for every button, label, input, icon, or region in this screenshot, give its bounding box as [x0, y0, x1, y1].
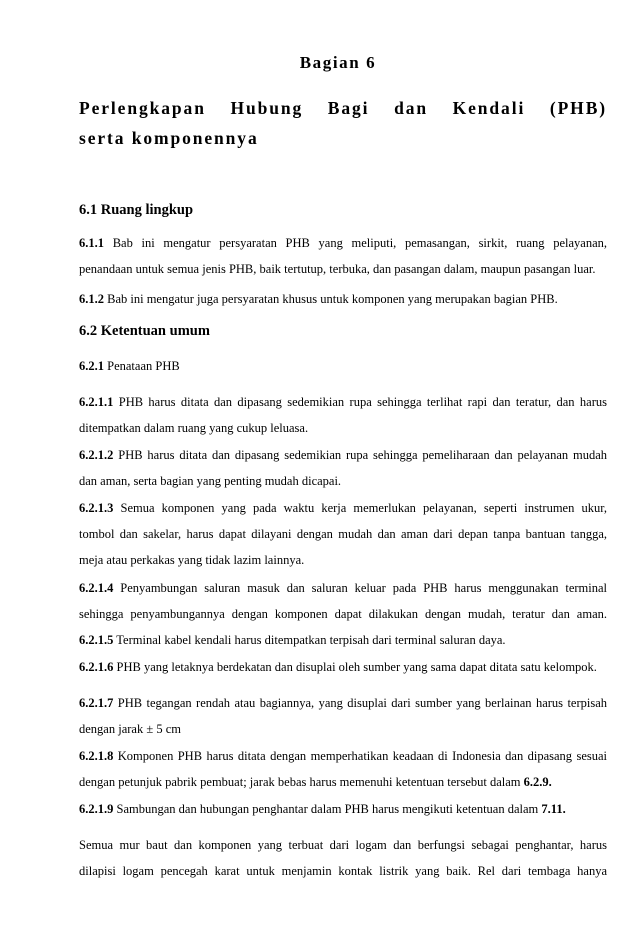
paragraph-text: penandaan untuk semua jenis PHB, baik tertutup, terbuka, dan pasangan dalam, maupun pasangan luar.: [79, 262, 596, 276]
clause-number: 6.2.1.4: [79, 581, 114, 595]
paragraph-text: meja atau perkakas yang tidak lazim lainnya.: [79, 553, 305, 567]
paragraph-text: tombol dan sakelar, harus dapat dilayani dengan mudah dan aman dari depan tanpa bantuan tangga,: [79, 527, 607, 541]
section-heading-6-2: 6.2 Ketentuan umum: [79, 323, 210, 339]
paragraph-text: dilapisi logam pencegah karat untuk menjamin kontak listrik yang baik. Rel dari tembaga hanya: [79, 864, 607, 878]
clause-number: 6.2.1.7: [79, 696, 114, 710]
clause-number: 6.2.1.6: [79, 660, 114, 674]
paragraph-text: Terminal kabel kendali harus ditempatkan terpisah dari terminal saluran daya.: [116, 633, 506, 647]
paragraph-6-2-1: [79, 353, 607, 379]
part-title: Bagian 6: [299, 53, 377, 72]
paragraph-text: Sambungan dan hubungan penghantar dalam PHB harus mengikuti ketentuan dalam: [116, 802, 539, 816]
paragraph-text: dengan petunjuk pabrik pembuat; jarak bebas harus memenuhi ketentuan tersebut dalam: [79, 775, 521, 789]
clause-number: 6.2.1: [79, 359, 104, 373]
paragraph-6-2-1-4: [79, 575, 607, 653]
paragraph-6-2-1-1: [79, 389, 607, 441]
chapter-title-line-2: serta komponennya: [79, 128, 259, 148]
chapter-title: [79, 93, 607, 153]
clause-number: 6.2.1.9: [79, 802, 114, 816]
paragraph-6-2-1-8: [79, 743, 607, 795]
paragraph-text: Bab ini mengatur juga persyaratan khusus untuk komponen yang merupakan bagian PHB.: [107, 292, 558, 306]
paragraph-6-1-2: [79, 286, 607, 312]
clause-number: 6.1.2: [79, 292, 104, 306]
section-heading-6-1: 6.1 Ruang lingkup: [79, 202, 194, 218]
paragraph-text: PHB harus ditata dan dipasang sedemikian rupa sehingga terlihat rapi dan teratur, dan harus: [118, 395, 607, 409]
paragraph-text: dan aman, serta bagian yang penting mudah dicapai.: [79, 474, 342, 488]
paragraph-text: PHB harus ditata dan dipasang sedemikian rupa sehingga pemeliharaan dan pelayanan mudah: [118, 448, 607, 462]
paragraph-6-2-1-2: [79, 442, 607, 494]
paragraph-6-2-1-6: [79, 654, 607, 680]
clause-number: 6.2.1.2: [79, 448, 114, 462]
paragraph-6-2-1-5: [79, 627, 607, 653]
paragraph-text: ditempatkan dalam ruang yang cukup leluasa.: [79, 421, 309, 435]
chapter-title-line-1: Perlengkapan Hubung Bagi dan Kendali (PHB): [79, 98, 607, 118]
clause-number: 6.2.1.3: [79, 501, 114, 515]
paragraph-6-1-1: [79, 230, 607, 282]
paragraph-text: Semua komponen yang pada waktu kerja memerlukan pelayanan, seperti instrumen ukur,: [120, 501, 607, 515]
clause-reference: 7.11.: [541, 802, 566, 816]
paragraph-6-2-1-9: [79, 796, 607, 822]
paragraph-text: Komponen PHB harus ditata dengan memperhatikan keadaan di Indonesia dan dipasang sesuai: [117, 749, 608, 763]
paragraph-6-2-1-7: [79, 690, 607, 742]
paragraph-text: Penataan PHB: [107, 359, 180, 373]
clause-number: 6.1.1: [79, 236, 104, 250]
clause-number: 6.2.1.1: [79, 395, 114, 409]
paragraph-text: sehingga penyambungannya dengan komponen dapat dilakukan dengan mudah, teratur dan aman.: [79, 607, 607, 621]
paragraph-text: Penyambungan saluran masuk dan saluran keluar pada PHB harus menggunakan terminal: [120, 581, 608, 595]
paragraph-6-2-1-3: [79, 495, 607, 573]
paragraph-text: Semua mur baut dan komponen yang terbuat dari logam dan berfungsi sebagai penghantar, harus: [79, 838, 607, 852]
paragraph-text: PHB tegangan rendah atau bagiannya, yang disuplai dari sumber yang berlainan harus terpisah: [117, 696, 608, 710]
paragraph-text: Bab ini mengatur persyaratan PHB yang meliputi, pemasangan, sirkit, ruang pelayanan,: [112, 236, 607, 250]
clause-reference: 6.2.9.: [523, 775, 552, 789]
clause-number: 6.2.1.8: [79, 749, 114, 763]
clause-number: 6.2.1.5: [79, 633, 114, 647]
paragraph-text: dengan jarak ± 5 cm: [79, 722, 181, 736]
paragraph-continuation: [79, 832, 607, 884]
paragraph-text: PHB yang letaknya berdekatan dan disuplai oleh sumber yang sama dapat ditata satu kelompok.: [116, 660, 597, 674]
